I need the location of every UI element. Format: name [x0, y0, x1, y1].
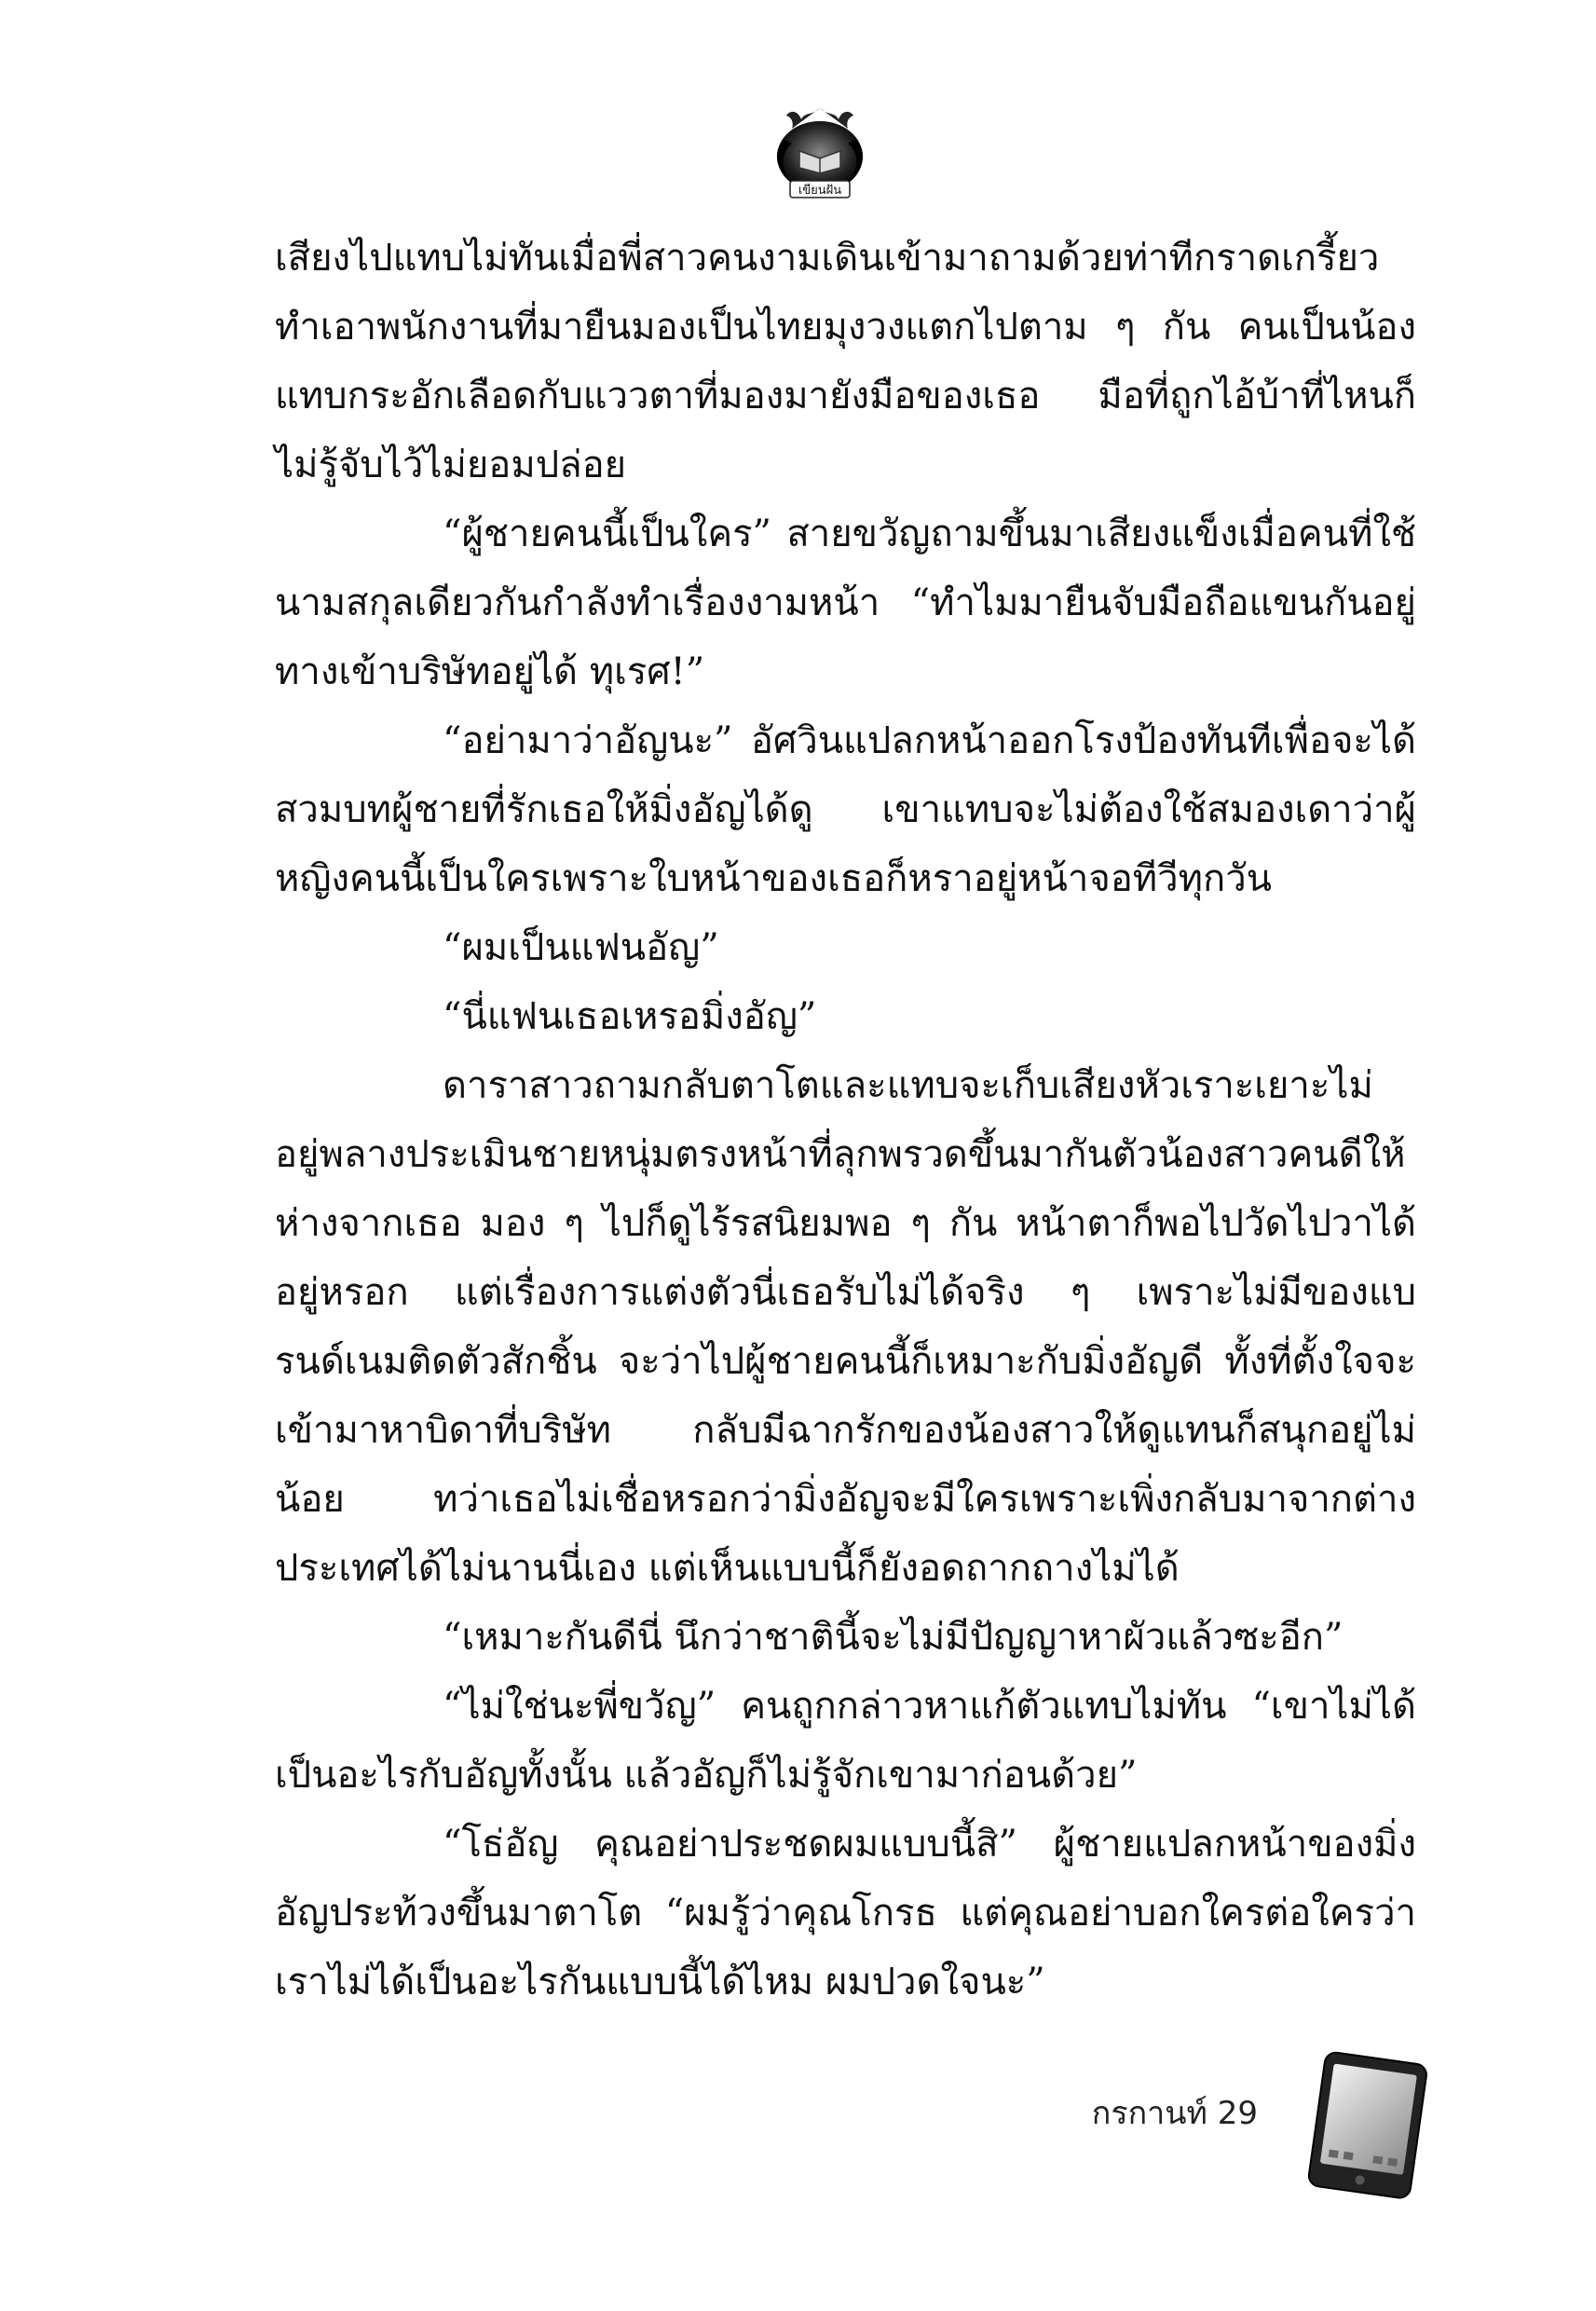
paragraph: ดาราสาวถามกลับตาโตและแทบจะเก็บเสียงหัวเราะเยาะไม่อยู่พลางประเมินชายหนุ่มตรงหน้าที่ลุกพรวดขึ้นมากันตัวน้องสาวคนดีให้ห่างจากเธอ มอง ๆ ไปก็ดูไร้รสนิยมพอ ๆ กัน หน้าตาก็พอไปวัดไปวาได้อยู่หรอก แต่เรื่องการแต่งตัวนี่เธอรับไม่ได้จริง ๆ เพราะไม่มีของแบรนด์เนมติดตัวสักชิ้น จะว่าไปผู้ชายคนนี้ก็เหมาะกับมิ่งอัญดี ทั้งที่ตั้งใจจะเข้ามาหาบิดาที่บริษัท กลับมีฉากรักของน้องสาวให้ดูแทนก็สนุกอยู่ไม่น้อย ทว่าเธอไม่เชื่อหรอกว่ามิ่งอัญจะมีใครเพราะเพิ่งกลับมาจากต่างประเทศได้ไม่นานนี่เอง แต่เห็นแบบนี้ก็ยังอดถากถางไม่ได้ [275, 1064, 1416, 1590]
running-title: กรกานท์ [1091, 2095, 1207, 2132]
paragraph: “ไม่ใช่นะพี่ขวัญ” คนถูกกล่าวหาแก้ตัวแทบไม่ทัน “เขาไม่ได้เป็นอะไรกับอัญทั้งนั้น แล้วอัญก็ไม่รู้จักเขามาก่อนด้วย” [275, 1685, 1416, 1797]
paragraph: “นี่แฟนเธอเหรอมิ่งอัญ” [443, 995, 817, 1038]
tablet-icon [1300, 2050, 1435, 2199]
paragraph: เสียงไปแทบไม่ทันเมื่อพี่สาวคนงามเดินเข้ามาถามด้วยท่าทีกราดเกรี้ยว ทำเอาพนักงานที่มายืนมองเป็นไทยมุงวงแตกไปตาม ๆ กัน คนเป็นน้องแทบกระอักเลือดกับแววตาที่มองมายังมือของเธอ มือที่ถูกไอ้บ้าที่ไหนก็ไม่รู้จับไว้ไม่ยอมปล่อย [275, 237, 1416, 486]
emblem-label: เขียนฝัน [798, 184, 842, 198]
paragraph: “ผู้ชายคนนี้เป็นใคร” สายขวัญถามขึ้นมาเสียงแข็งเมื่อคนที่ใช้นามสกุลเดียวกันกำลังทำเรื่องงามหน้า “ทำไมมายืนจับมือถือแขนกันอยู่ทางเข้าบริษัทอยู่ได้ ทุเรศ!” [275, 513, 1416, 693]
page-footer [1071, 2087, 1258, 2138]
paragraph: “โธ่อัญ คุณอย่าประชดผมแบบนี้สิ” ผู้ชายแปลกหน้าของมิ่งอัญประท้วงขึ้นมาตาโต “ผมรู้ว่าคุณโกรธ แต่คุณอย่าบอกใครต่อใครว่าเราไม่ได้เป็นอะไรกันแบบนี้ได้ไหม ผมปวดใจนะ” [275, 1823, 1416, 2003]
body-text [275, 224, 1416, 2017]
paragraph: “เหมาะกันดีนี่ นึกว่าชาตินี้จะไม่มีปัญญาหาผัวแล้วซะอีก” [443, 1616, 1344, 1659]
decorative-emblem-icon [764, 103, 876, 205]
paragraph: “ผมเป็นแฟนอัญ” [443, 926, 719, 969]
page-number: 29 [1217, 2095, 1258, 2132]
paragraph: “อย่ามาว่าอัญนะ” อัศวินแปลกหน้าออกโรงป้องทันทีเพื่อจะได้สวมบทผู้ชายที่รักเธอให้มิ่งอัญได้ดู เขาแทบจะไม่ต้องใช้สมองเดาว่าผู้หญิงคนนี้เป็นใครเพราะใบหน้าของเธอก็หราอยู่หน้าจอทีวีทุกวัน [275, 719, 1416, 900]
